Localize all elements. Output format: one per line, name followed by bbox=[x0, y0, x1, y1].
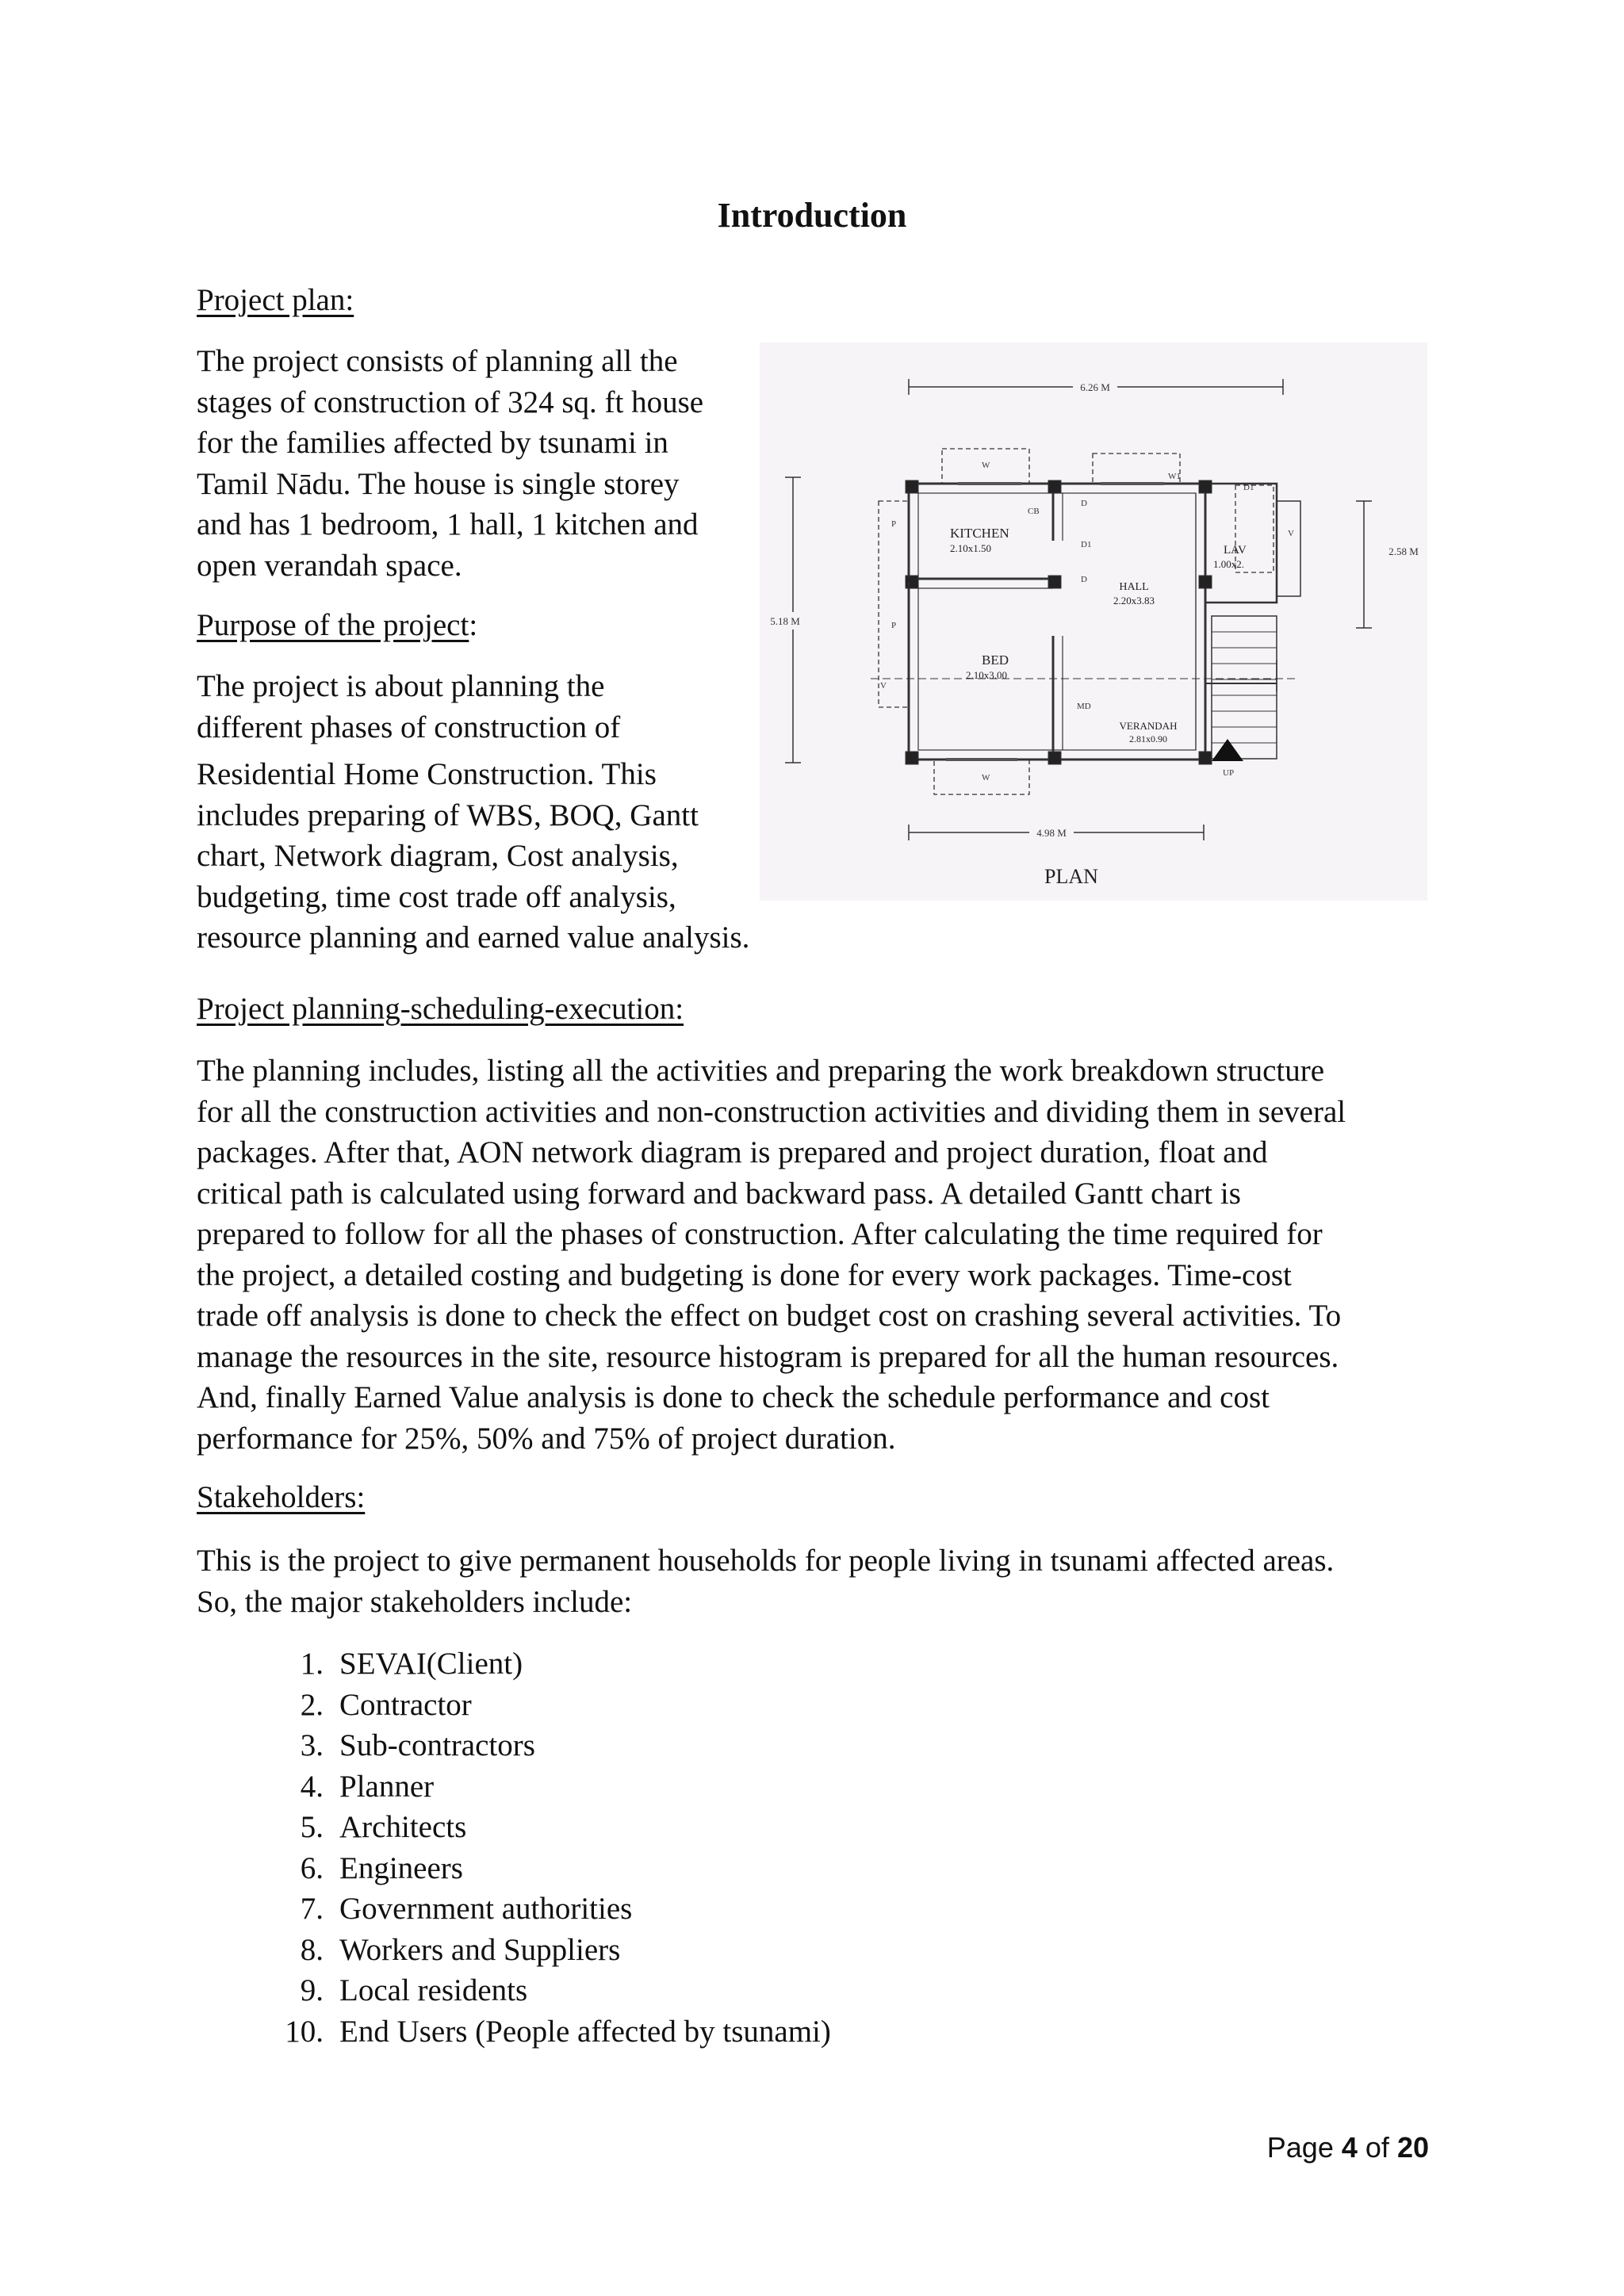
paragraph-line: different phases of construction of bbox=[197, 710, 621, 744]
window-mark: W bbox=[982, 461, 990, 470]
list-text: Planner bbox=[339, 1769, 435, 1804]
list-item bbox=[197, 1644, 831, 1685]
list-number: 7. bbox=[300, 1892, 324, 1926]
paragraph-line: This is the project to give permanent households for people living in tsunami affected areas. bbox=[197, 1544, 1335, 1578]
list-item bbox=[197, 1888, 831, 1930]
page-total: 20 bbox=[1396, 2131, 1429, 2164]
page-footer bbox=[1267, 2131, 1429, 2164]
list-text: Architects bbox=[339, 1810, 467, 1844]
kitchen-label: KITCHEN bbox=[950, 526, 1009, 541]
paragraph-line: prepared to follow for all the phases of construction. After calculating the time required for bbox=[197, 1217, 1323, 1251]
paragraph-line: And, finally Earned Value analysis is done to check the schedule performance and cost bbox=[197, 1380, 1270, 1414]
list-number: 2. bbox=[300, 1687, 324, 1722]
paragraph-line: stages of construction of 324 sq. ft house bbox=[197, 385, 704, 419]
ventilator-mark: V bbox=[1288, 529, 1294, 538]
list-item bbox=[197, 1807, 831, 1848]
paragraph-line: The project consists of planning all the bbox=[197, 344, 678, 378]
of-label: of bbox=[1365, 2131, 1389, 2164]
up-mark: UP bbox=[1223, 768, 1235, 778]
planning-paragraph bbox=[197, 1050, 1346, 1459]
projection-mark: P bbox=[891, 519, 897, 529]
bed-label: BED bbox=[982, 652, 1009, 668]
page-title: Introduction bbox=[717, 196, 907, 235]
projection-mark: P bbox=[891, 621, 897, 630]
dim-left-label: 5.18 M bbox=[770, 615, 800, 627]
list-item bbox=[197, 1970, 831, 2011]
list-text: Engineers bbox=[339, 1850, 463, 1885]
list-number: 3. bbox=[300, 1728, 324, 1762]
lav-size: 1.00x2. bbox=[1213, 558, 1244, 570]
paragraph-line: open verandah space. bbox=[197, 548, 462, 583]
list-number: 10. bbox=[285, 2014, 324, 2049]
paragraph-line: trade off analysis is done to check the effect on budget cost on crashing several activities. To bbox=[197, 1299, 1342, 1333]
project-plan-heading: Project plan: bbox=[197, 283, 354, 317]
paragraph-line: for the families affected by tsunami in bbox=[197, 426, 668, 460]
list-number: 6. bbox=[300, 1850, 324, 1885]
paragraph-line: manage the resources in the site, resource histogram is prepared for all the human resources. bbox=[197, 1339, 1339, 1374]
paragraph-line: chart, Network diagram, Cost analysis, bbox=[197, 839, 679, 873]
list-number: 5. bbox=[300, 1810, 324, 1844]
project-plan-paragraph bbox=[197, 341, 703, 586]
paragraph-line: for all the construction activities and non-construction activities and dividing them in several bbox=[197, 1094, 1346, 1129]
purpose-heading bbox=[197, 607, 477, 643]
list-item bbox=[197, 2011, 831, 2053]
page-number: 4 bbox=[1341, 2131, 1358, 2164]
door-mark: D bbox=[1081, 575, 1087, 584]
list-number: 1. bbox=[300, 1647, 324, 1681]
paragraph-line: The planning includes, listing all the activities and preparing the work breakdown structure bbox=[197, 1054, 1325, 1088]
stakeholders-list bbox=[197, 1644, 831, 2052]
paragraph-line: the project, a detailed costing and budgeting is done for every work packages. Time-cost bbox=[197, 1257, 1292, 1292]
paragraph-line: Tamil Nādu. The house is single storey bbox=[197, 466, 680, 501]
paragraph-line: packages. After that, AON network diagram is prepared and project duration, float and bbox=[197, 1135, 1268, 1169]
list-text: Workers and Suppliers bbox=[339, 1932, 621, 1967]
hall-size: 2.20x3.83 bbox=[1113, 595, 1155, 607]
paragraph-line: critical path is calculated using forward and backward pass. A detailed Gantt chart is bbox=[197, 1176, 1241, 1211]
door-mark: D1 bbox=[1081, 540, 1092, 549]
paragraph-line: Residential Home Construction. This bbox=[197, 757, 657, 791]
stakeholders-paragraph bbox=[197, 1540, 1334, 1622]
paragraph-line: budgeting, time cost trade off analysis, bbox=[197, 879, 676, 914]
lav-label: LAV bbox=[1224, 544, 1247, 557]
list-item bbox=[197, 1685, 831, 1726]
window-mark: W1 bbox=[1168, 472, 1181, 481]
stakeholders-heading: Stakeholders: bbox=[197, 1480, 366, 1514]
paragraph-line: includes preparing of WBS, BOQ, Gantt bbox=[197, 798, 699, 832]
dim-bottom-label: 4.98 M bbox=[1036, 827, 1067, 839]
list-text: Contractor bbox=[339, 1687, 472, 1722]
list-number: 9. bbox=[300, 1973, 324, 2007]
purpose-heading-text: Purpose of the project bbox=[197, 608, 469, 642]
planning-heading: Project planning-scheduling-execution: bbox=[197, 992, 684, 1026]
list-item bbox=[197, 1725, 831, 1766]
list-number: 4. bbox=[300, 1769, 324, 1804]
door-mark: D bbox=[1081, 499, 1087, 508]
purpose-paragraph bbox=[197, 666, 749, 959]
list-item bbox=[197, 1930, 831, 1971]
floor-plan-figure bbox=[760, 342, 1427, 901]
main-door-mark: MD bbox=[1077, 702, 1091, 711]
dim-right-label: 2.58 M bbox=[1388, 545, 1419, 557]
dim-top-label: 6.26 M bbox=[1080, 381, 1110, 393]
list-text: SEVAI(Client) bbox=[339, 1647, 523, 1681]
list-text: Local residents bbox=[339, 1973, 528, 2007]
list-number: 8. bbox=[300, 1932, 324, 1967]
bed-size: 2.10x3.00 bbox=[966, 669, 1007, 681]
verandah-label: VERANDAH bbox=[1119, 720, 1178, 732]
list-item bbox=[197, 1766, 831, 1808]
paragraph-line: performance for 25%, 50% and 75% of project duration. bbox=[197, 1421, 896, 1456]
hall-label: HALL bbox=[1119, 581, 1149, 593]
page-label: Page bbox=[1266, 2131, 1334, 2164]
list-text: Sub-contractors bbox=[339, 1728, 535, 1762]
cupboard-mark: CB bbox=[1028, 507, 1040, 516]
kitchen-size: 2.10x1.50 bbox=[950, 542, 991, 554]
paragraph-line: and has 1 bedroom, 1 hall, 1 kitchen and bbox=[197, 507, 699, 541]
window-mark: W bbox=[982, 773, 990, 783]
list-text: Government authorities bbox=[339, 1892, 633, 1926]
verandah-size: 2.81x0.90 bbox=[1129, 733, 1167, 744]
list-item bbox=[197, 1848, 831, 1889]
purpose-heading-colon: : bbox=[469, 608, 478, 642]
paragraph-line: So, the major stakeholders include: bbox=[197, 1584, 633, 1619]
door-mark: D1 bbox=[1243, 483, 1254, 492]
ventilator-mark: V bbox=[880, 681, 887, 691]
plan-caption: PLAN bbox=[1044, 865, 1098, 888]
paragraph-line: resource planning and earned value analysis. bbox=[197, 920, 750, 955]
list-text: End Users (People affected by tsunami) bbox=[339, 2014, 831, 2049]
paragraph-line: The project is about planning the bbox=[197, 669, 605, 703]
